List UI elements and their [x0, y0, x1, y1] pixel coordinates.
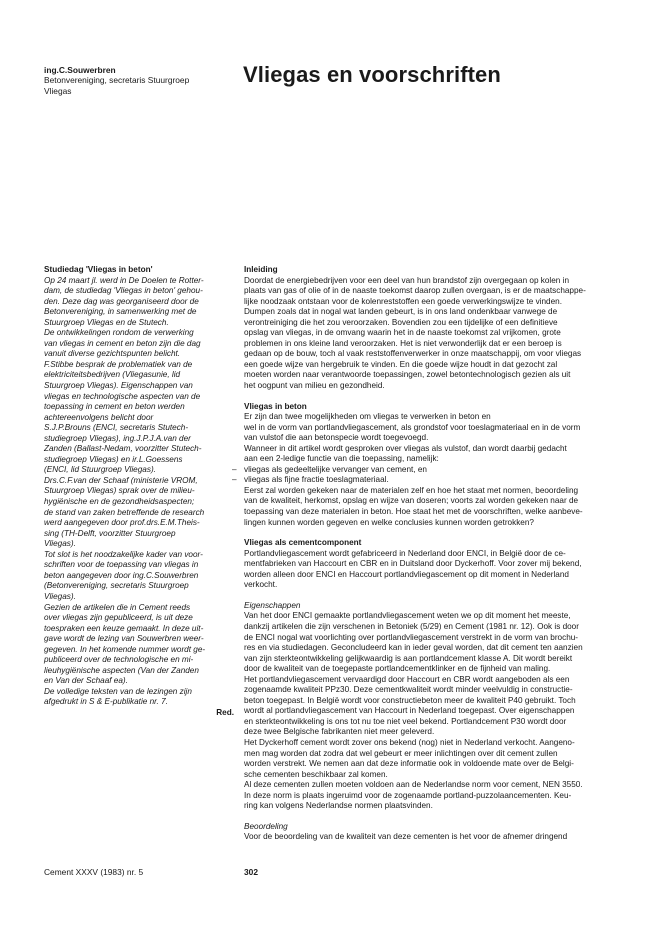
- sidebar-line: den. Deze dag was georganiseerd door de: [44, 296, 199, 306]
- body-line: deze twee Belgische fabrikanten niet meer geleverd.: [244, 727, 435, 737]
- body-line: gedaan op de bouw, toch al vaak reststoffenverwerker in onze maatschappij, om voor vliegas: [244, 349, 582, 359]
- page-number: 302: [244, 867, 258, 877]
- sidebar-line: hygiënische en de gezondheidsaspecten;: [44, 497, 195, 507]
- body-line: van vulstof die aan betonspecie wordt toegevoegd.: [244, 433, 429, 443]
- sidebar-line: werd aangegeven door prof.drs.E.M.Theis-: [44, 518, 200, 528]
- author-affiliation: Betonvereniging, secretaris Stuurgroep: [44, 75, 190, 86]
- sidebar-line: (Betonvereniging, secretaris Stuurgroep: [44, 581, 189, 591]
- body-line: Voor de beoordeling van de kwaliteit van deze cementen is het voor de afnemer dringend: [244, 832, 568, 842]
- body-line: Wanneer in dit artikel wordt gesproken over vliegas als vulstof, dan wordt daarbij gedacht: [244, 443, 567, 453]
- sidebar-line: De volledige teksten van de lezingen zijn: [44, 686, 192, 696]
- article-section: [244, 538, 624, 591]
- sidebar-line: toepassing in cement en beton werden: [44, 402, 185, 412]
- sidebar-line: toespraken een keuze gemaakt. In deze uit-: [44, 623, 204, 633]
- sidebar-text: [44, 276, 234, 708]
- body-line: Er zijn dan twee mogelijkheden om vliegas te verwerken in beton en: [244, 412, 491, 422]
- body-line: Eerst zal worden gekeken naar de materialen zelf en hoe het staat met normen, beoordeling: [244, 485, 579, 495]
- section-heading: Vliegas als cementcomponent: [244, 538, 362, 548]
- body-line: plaats van gas of olie of in de naaste toekomst daarop zullen overgaan, is er de maatschappe-: [244, 286, 586, 296]
- body-line: aan een 2-ledige functie van die toepassing, namelijk:: [244, 454, 439, 464]
- body-line: zogenaamde kwaliteit PPz30. Deze cementkwaliteit wordt minder veelvuldig in constructie-: [244, 685, 573, 695]
- body-line: lijke noodzaak ontstaan voor de kolenreststoffen een goede verwerkingswijze te vinden.: [244, 296, 562, 306]
- sidebar-line: studiegroep Vliegas) en ir.L.Goessens: [44, 454, 183, 464]
- body-line: mentfabrieken van Haccourt en CBR en in Duitsland door Dyckerhoff. Voor zover mij bekend,: [244, 559, 582, 569]
- body-line: Het Dyckerhoff cement wordt zover ons bekend (nog) niet in Nederland verkocht. Aangeno-: [244, 737, 575, 747]
- sidebar-line: de stand van zaken betreffende de research: [44, 507, 205, 517]
- body-line: beton toegepast. In België wordt voor constructiebeton meer de kwaliteit P40 gebruikt. Toch: [244, 695, 576, 705]
- sidebar-box: [44, 265, 234, 719]
- body-line: toepassing van deze materialen in beton. Hoe staat het met de voorschriften, welke aanbeve-: [244, 507, 583, 517]
- footer-journal: Cement XXXV (1983) nr. 5: [44, 867, 144, 877]
- article-section: [244, 402, 624, 529]
- sidebar-line: achtereenvolgens belicht door: [44, 412, 154, 422]
- sidebar-line: Vliegas).: [44, 591, 76, 601]
- sidebar-line: van vliegas in cement en beton zijn die dag: [44, 338, 201, 348]
- body-line: verontreiniging die het zou veroorzaken. Bovendien zou een tijdelijke of een definitieve: [244, 317, 558, 327]
- section-heading: Vliegas in beton: [244, 401, 307, 411]
- body-line: wel in de vorm van portlandvliegascement, als grondstof voor toeslagmateriaal en in de vorm: [244, 422, 581, 432]
- sidebar-line: Gezien de artikelen die in Cement reeds: [44, 602, 191, 612]
- body-line: dankzij artikelen die zijn verschenen in Betoniek (5/29) en Cement (1981 nr. 12). Ook is door: [244, 621, 579, 631]
- sidebar-line: en Van der Schaaf ea).: [44, 676, 128, 686]
- sidebar-line: vliegas en technologische aspecten van de: [44, 391, 201, 401]
- sidebar-line: F.Stibbe besprak de problematiek van de: [44, 359, 193, 369]
- section-heading: Inleiding: [244, 265, 278, 274]
- body-line: Portlandvliegascement wordt gefabriceerd in Nederland door ENCI, in België door de ce-: [244, 548, 566, 558]
- article-section: [244, 601, 624, 812]
- article-section: [244, 822, 624, 843]
- sidebar-line: Op 24 maart jl. werd in De Doelen te Rotter-: [44, 275, 204, 285]
- sidebar-line: Tot slot is het noodzakelijke kader van voor-: [44, 549, 203, 559]
- body-line: res en via studiedagen. Geconcludeerd kan in ieder geval worden, dat dit cement ten aanzien: [244, 643, 583, 653]
- body-line: lingen kunnen worden gegeven en welke conclusies kunnen worden getrokken?: [244, 517, 534, 527]
- body-line: sche cementen beschikbaar zal komen.: [244, 769, 388, 779]
- sidebar-line: over vliegas zijn gepubliceerd, is uit deze: [44, 613, 193, 623]
- sidebar-line: gave wordt de lezing van Souwerbren weer-: [44, 634, 204, 644]
- body-line: van zijn sterkteontwikkeling gelijkwaardig is aan portlandcement klasse A. Dit wordt bereikt: [244, 653, 573, 663]
- section-subheading: Eigenschappen: [244, 600, 301, 610]
- sidebar-line: Drs.C.F.van der Schaaf (ministerie VROM,: [44, 475, 198, 485]
- body-line: Het portlandvliegascement vervaardigd door Haccourt en CBR wordt aangeboden als een: [244, 674, 570, 684]
- body-line: en sterkteontwikkeling is ons tot nu toe niet veel bekend. Portlandcement P30 wordt door: [244, 716, 567, 726]
- body-line: worden verstrekt. We nemen aan dat deze informatie ook in voldoende mate over de Belgi-: [244, 759, 574, 769]
- sidebar-line: lieuhygiënische aspecten (Van der Zanden: [44, 665, 199, 675]
- sidebar-line: sing (TH-Delft, voorzitter Stuurgroep: [44, 528, 176, 538]
- sidebar-line: elektriciteitsbedrijven (Vliegasunie, lid: [44, 370, 181, 380]
- sidebar-line: Betonvereniging, in samenwerking met de: [44, 307, 197, 317]
- author-block: [44, 65, 189, 96]
- body-line: Van het door ENCI gemaakte portlandvliegascement weten we op dit moment het meeste,: [244, 611, 571, 621]
- sidebar-line: S.J.P.Brouns (ENCI, secretaris Stutech-: [44, 423, 189, 433]
- body-line: In deze norm is plaats ingeruimd voor de zogenaamde portland-puzzolaancementen. Keu-: [244, 790, 572, 800]
- body-line: het oogpunt van milieu en gezondheid.: [244, 381, 385, 391]
- body-line: worden alleen door ENCI en Haccourt portlandvliegascement op dit moment in Nederland: [244, 569, 569, 579]
- sidebar-line: schriften voor de toepassing van vliegas in: [44, 560, 199, 570]
- body-line: van de kwaliteit, herkomst, opslag en wijze van doseren; voorts zal worden gekeken naar de: [244, 496, 579, 506]
- body-line: wordt al portlandvliegascement van Haccourt in Nederland toegepast. Over eigenschappen: [244, 706, 575, 716]
- section-subheading: Beoordeling: [244, 821, 288, 831]
- body-line: Al deze cementen zullen moeten voldoen aan de Nederlandse norm voor cement, NEN 3550.: [244, 780, 583, 790]
- sidebar-line: Zanden (Ballast-Nedam, voorzitter Stutech-: [44, 444, 202, 454]
- article-section: [244, 265, 624, 392]
- body-line: Doordat de energiebedrijven voor een deel van hun brandstof zijn overgegaan op kolen in: [244, 275, 569, 285]
- body-line: moeten worden naar verantwoorde toepassingen, zowel betontechnologisch gezien als uit: [244, 370, 571, 380]
- sidebar-line: afgedrukt in S & E-publikatie nr. 7.: [44, 697, 168, 707]
- body-line: ring kan volgens Nederlandse normen plaatsvinden.: [244, 801, 433, 811]
- sidebar-line: dam, de studiedag 'Vliegas in beton' gehou-: [44, 286, 203, 296]
- sidebar-line: vanuit diverse gezichtspunten belicht.: [44, 349, 181, 359]
- sidebar-line: Stuurgroep Vliegas). Eigenschappen van: [44, 381, 193, 391]
- author-affiliation: Vliegas: [44, 85, 72, 96]
- article-title: Vliegas en voorschriften: [243, 62, 501, 87]
- body-line: door de kwaliteit van de toegepaste portlandcementklinker en de fijnheid van maling.: [244, 664, 551, 674]
- article-body: [244, 265, 624, 853]
- body-line: een goede wijze van hergebruik te vinden. En die goede wijze houdt in dat gezocht zal: [244, 359, 558, 369]
- sidebar-line: Stuurgroep Vliegas en de Stutech.: [44, 317, 169, 327]
- list-item: – vliegas als fijne fractie toeslagmateriaal.: [244, 475, 624, 486]
- body-line: men mag worden dat zodra dat wel gebeurt er meer inlichtingen over dit cement zullen: [244, 748, 558, 758]
- sidebar-line: Vliegas).: [44, 539, 76, 549]
- sidebar-heading: Studiedag 'Vliegas in beton': [44, 265, 153, 274]
- sidebar-line: studiegroep Vliegas), ing.J.P.J.A.van der: [44, 433, 191, 443]
- list-item: – vliegas als gedeeltelijke vervanger van cement, en: [244, 465, 624, 476]
- sidebar-line: gegeven. In het komende nummer wordt ge-: [44, 644, 206, 654]
- sidebar-line: beton aangegeven door ing.C.Souwerbren: [44, 570, 199, 580]
- body-line: problemen in ons kleine land veroorzaken. Het is niet verwonderlijk dat er een beroep is: [244, 338, 562, 348]
- author-name: ing.C.Souwerbren: [44, 65, 116, 75]
- sidebar-line: Stuurgroep Vliegas) sprak over de milieu-: [44, 486, 195, 496]
- sidebar-line: publiceerd over de technologische en mi-: [44, 655, 194, 665]
- body-line: de ENCI nogal wat voorlichting over portlandvliegascement verstrekt in de vorm van brochu-: [244, 632, 579, 642]
- body-line: Dumpen zoals dat in nogal wat landen gebeurt, is in ons land ondenkbaar vanwege de: [244, 307, 558, 317]
- sidebar-line: (ENCI, lid Stuurgroep Vliegas).: [44, 465, 156, 475]
- sidebar-signature: Red.: [216, 707, 234, 717]
- sidebar-line: De ontwikkelingen rondom de verwerking: [44, 328, 194, 338]
- body-line: opslag van vliegas, in de omvang waarin het in de naaste toekomst zal vrijkomen, grote: [244, 328, 561, 338]
- body-line: verkocht.: [244, 580, 278, 590]
